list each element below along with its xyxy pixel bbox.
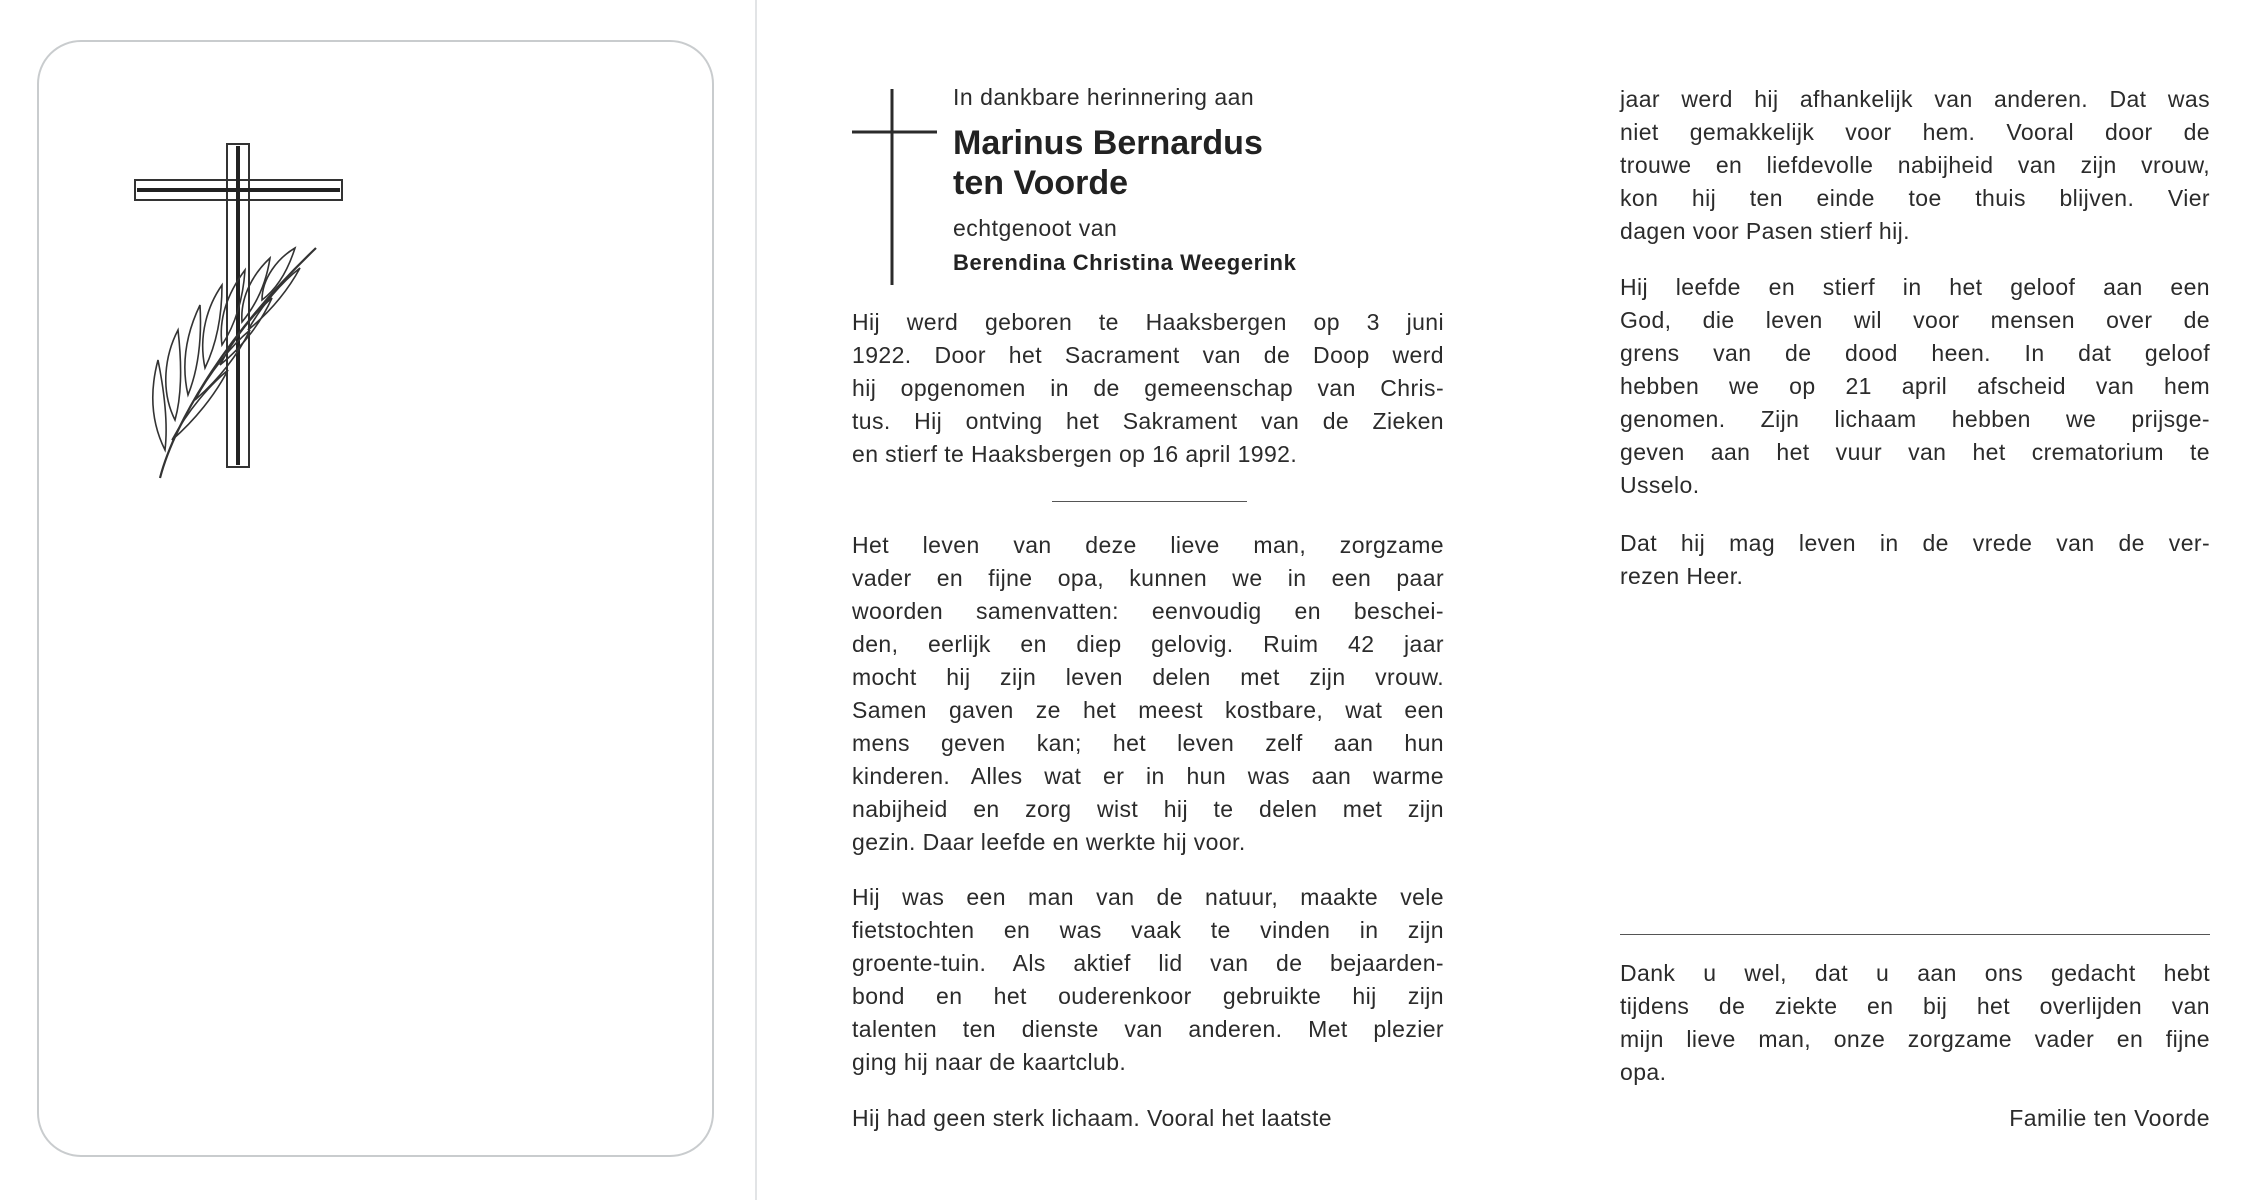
text-line: kon hij ten einde toe thuis blijven. Vier	[1620, 185, 2210, 211]
text-line: bond en het ouderenkoor gebruikte hij zijn	[852, 983, 1444, 1009]
text-line: ging hij naar de kaartclub.	[852, 1049, 1127, 1075]
text-line: Dank u wel, dat u aan ons gedacht hebt	[1620, 960, 2210, 986]
text-line: genomen. Zijn lichaam hebben we prijsge-	[1620, 406, 2210, 432]
text-line: Usselo.	[1620, 472, 1700, 498]
paragraph	[852, 881, 1444, 1079]
text-line: Hij had geen sterk lichaam. Vooral het laatste	[852, 1105, 1332, 1131]
spouse-name: Berendina Christina Weegerink	[953, 250, 1297, 275]
text-line: hebben we op 21 april afscheid van hem	[1620, 373, 2210, 399]
paragraph	[1620, 83, 2210, 248]
text-line: grens van de dood heen. In dat geloof	[1620, 340, 2210, 366]
text-line: 1922. Door het Sacrament van de Doop werd	[852, 342, 1444, 368]
text-line: trouwe en liefdevolle nabijheid van zijn vrouw,	[1620, 152, 2210, 178]
text-line: Hij was een man van de natuur, maakte vele	[852, 884, 1444, 910]
text-line: Hij werd geboren te Haaksbergen op 3 juni	[852, 309, 1444, 335]
text-line: God, die leven wil voor mensen over de	[1620, 307, 2210, 333]
heading-intro: In dankbare herinnering aan	[953, 84, 1255, 110]
text-line: mens geven kan; het leven zelf aan hun	[852, 730, 1444, 756]
text-line: Samen gaven ze het meest kostbare, wat een	[852, 697, 1444, 723]
deceased-name-line1: Marinus Bernardus	[953, 124, 1263, 162]
paragraph	[1620, 271, 2210, 502]
text-line: mijn lieve man, onze zorgzame vader en fijne	[1620, 1026, 2210, 1052]
text-line: geven aan het vuur van het crematorium te	[1620, 439, 2210, 465]
text-line: rezen Heer.	[1620, 563, 1744, 589]
paragraph	[1620, 957, 2210, 1089]
text-line: mocht hij zijn leven delen met zijn vrouw.	[852, 664, 1444, 690]
text-line: gezin. Daar leefde en werkte hij voor.	[852, 829, 1246, 855]
text-line: niet gemakkelijk voor hem. Vooral door de	[1620, 119, 2210, 145]
paragraph	[852, 529, 1444, 859]
text-line: groente-tuin. Als aktief lid van de bejaarden-	[852, 950, 1444, 976]
deceased-name-line2: ten Voorde	[953, 164, 1129, 202]
text-line: hij opgenomen in de gemeenschap van Chris-	[852, 375, 1444, 401]
text-line: Dat hij mag leven in de vrede van de ver-	[1620, 530, 2210, 556]
text-line: tus. Hij ontving het Sakrament van de Zieken	[852, 408, 1444, 434]
text-line: kinderen. Alles wat er in hun was aan warme	[852, 763, 1444, 789]
text-line: Hij leefde en stierf in het geloof aan een	[1620, 274, 2210, 300]
paragraph	[1620, 527, 2210, 593]
signature: Familie ten Voorde	[2009, 1105, 2210, 1131]
thanks-divider	[1620, 934, 2210, 935]
text-line: fietstochten en was vaak te vinden in zijn	[852, 917, 1444, 943]
text-line: jaar werd hij afhankelijk van anderen. Dat was	[1620, 86, 2210, 112]
text-line: opa.	[1620, 1059, 1667, 1085]
text-line: tijdens de ziekte en bij het overlijden van	[1620, 993, 2210, 1019]
text-line: talenten ten dienste van anderen. Met plezier	[852, 1016, 1444, 1042]
paragraph	[852, 1102, 1444, 1135]
paragraph	[852, 306, 1444, 471]
text-line: dagen voor Pasen stierf hij.	[1620, 218, 1910, 244]
text-line: woorden samenvatten: eenvoudig en beschei-	[852, 598, 1444, 624]
text-line: den, eerlijk en diep gelovig. Ruim 42 jaar	[852, 631, 1444, 657]
spouse-label: echtgenoot van	[953, 215, 1118, 241]
text-line: vader en fijne opa, kunnen we in een paar	[852, 565, 1444, 591]
text-line: nabijheid en zorg wist hij te delen met zijn	[852, 796, 1444, 822]
section-divider	[1052, 501, 1247, 502]
text-line: en stierf te Haaksbergen op 16 april 1992.	[852, 441, 1298, 467]
text-line: Het leven van deze lieve man, zorgzame	[852, 532, 1444, 558]
